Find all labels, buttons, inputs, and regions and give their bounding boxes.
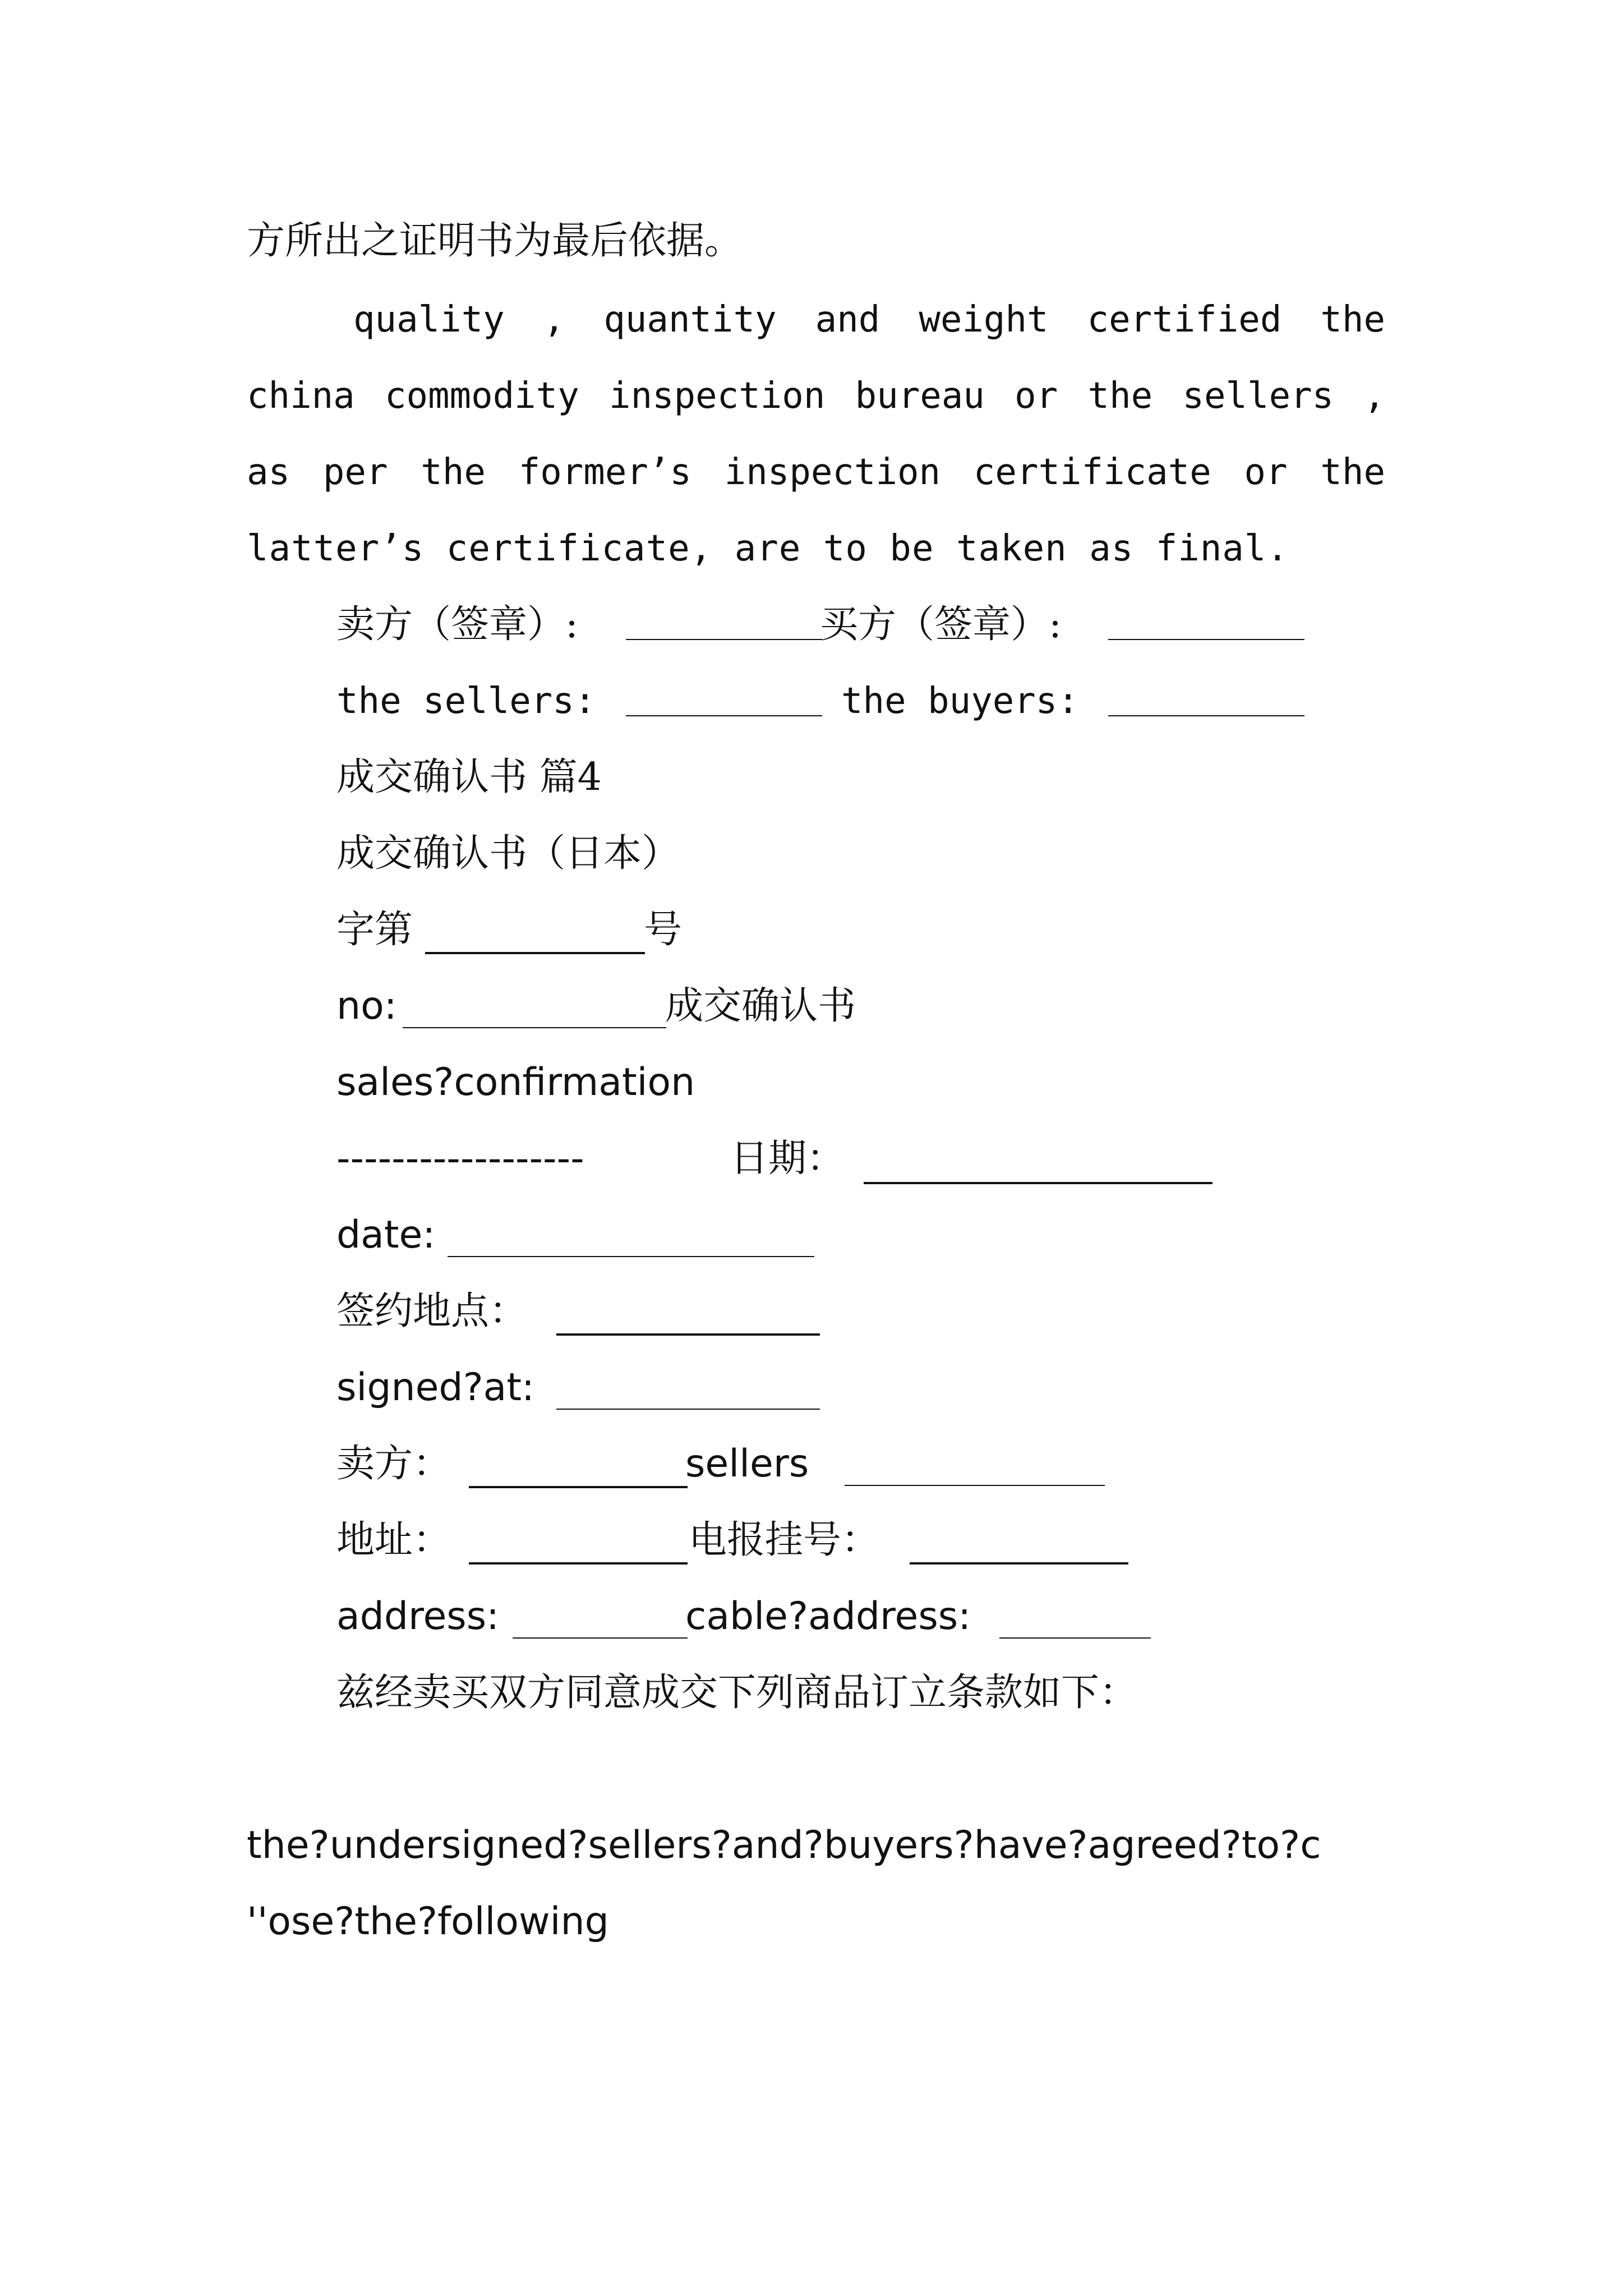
sales-confirmation-label: sales?confirmation: [336, 1060, 695, 1105]
section-heading: 成交确认书 篇4: [336, 755, 602, 799]
signed-at-label: signed?at:: [336, 1365, 534, 1410]
buyer-sign-cn-blank[interactable]: [1108, 638, 1304, 640]
seller-cn-label: 卖方：: [336, 1442, 451, 1486]
buyer-sign-cn-label: 买方（签章）:: [820, 602, 1062, 647]
place-cn-blank[interactable]: [556, 1333, 820, 1336]
date-en-label: date:: [336, 1213, 436, 1257]
sellers-en-blank[interactable]: [845, 1484, 1105, 1486]
cable-cn-blank[interactable]: [910, 1562, 1128, 1565]
seller-cn-blank[interactable]: [469, 1485, 688, 1488]
date-dashes: ------------------: [336, 1137, 584, 1181]
address-en-label: address:: [336, 1594, 500, 1639]
no-label: no:: [336, 984, 397, 1028]
cable-en-blank[interactable]: [999, 1637, 1151, 1639]
en-paragraph-line-2: china commodity inspection bureau or the sellers ,: [247, 375, 1385, 417]
no-blank[interactable]: [403, 1027, 666, 1028]
address-en-blank[interactable]: [513, 1637, 688, 1639]
signed-at-blank[interactable]: [556, 1408, 820, 1410]
date-en-blank[interactable]: [448, 1255, 814, 1257]
zidi-blank[interactable]: [425, 951, 645, 954]
no-suffix: 成交确认书: [665, 984, 856, 1028]
seller-sign-cn-label: 卖方（签章）:: [336, 602, 578, 647]
zidi-suffix: 号: [644, 908, 683, 952]
buyer-sign-en-blank[interactable]: [1108, 715, 1304, 716]
agreement-en-line-1: the?undersigned?sellers?and?buyers?have?agreed?to?c: [247, 1823, 1321, 1867]
address-cn-blank[interactable]: [469, 1562, 688, 1565]
sellers-en-label: sellers: [685, 1442, 809, 1486]
en-paragraph-line-1: quality , quantity and weight certified the: [353, 299, 1385, 341]
address-cn-label: 地址：: [336, 1518, 451, 1562]
seller-sign-en-blank[interactable]: [626, 715, 822, 716]
zidi-prefix: 字第: [336, 908, 413, 952]
en-paragraph-line-4: latter’s certificate, are to be taken as final.: [247, 528, 1289, 569]
date-cn-blank[interactable]: [864, 1181, 1212, 1184]
place-cn-label: 签约地点：: [336, 1289, 528, 1333]
en-paragraph-line-3: as per the former’s inspection certificate or the: [247, 452, 1385, 493]
buyer-sign-en-label: the buyers:: [841, 680, 1079, 722]
title-cn: 成交确认书（日本）: [336, 831, 680, 876]
cable-en-label: cable?address:: [685, 1594, 971, 1639]
seller-sign-cn-blank[interactable]: [626, 638, 822, 640]
date-cn-label: 日期：: [730, 1137, 845, 1181]
cable-cn-label: 电报挂号：: [689, 1518, 880, 1562]
agreement-cn: 兹经卖买双方同意成交下列商品订立条款如下：: [336, 1671, 1138, 1715]
agreement-en-line-2: ''ose?the?following: [247, 1899, 609, 1944]
text-line-1: 方所出之证明书为最后依据。: [247, 219, 743, 263]
seller-sign-en-label: the sellers:: [336, 680, 596, 722]
